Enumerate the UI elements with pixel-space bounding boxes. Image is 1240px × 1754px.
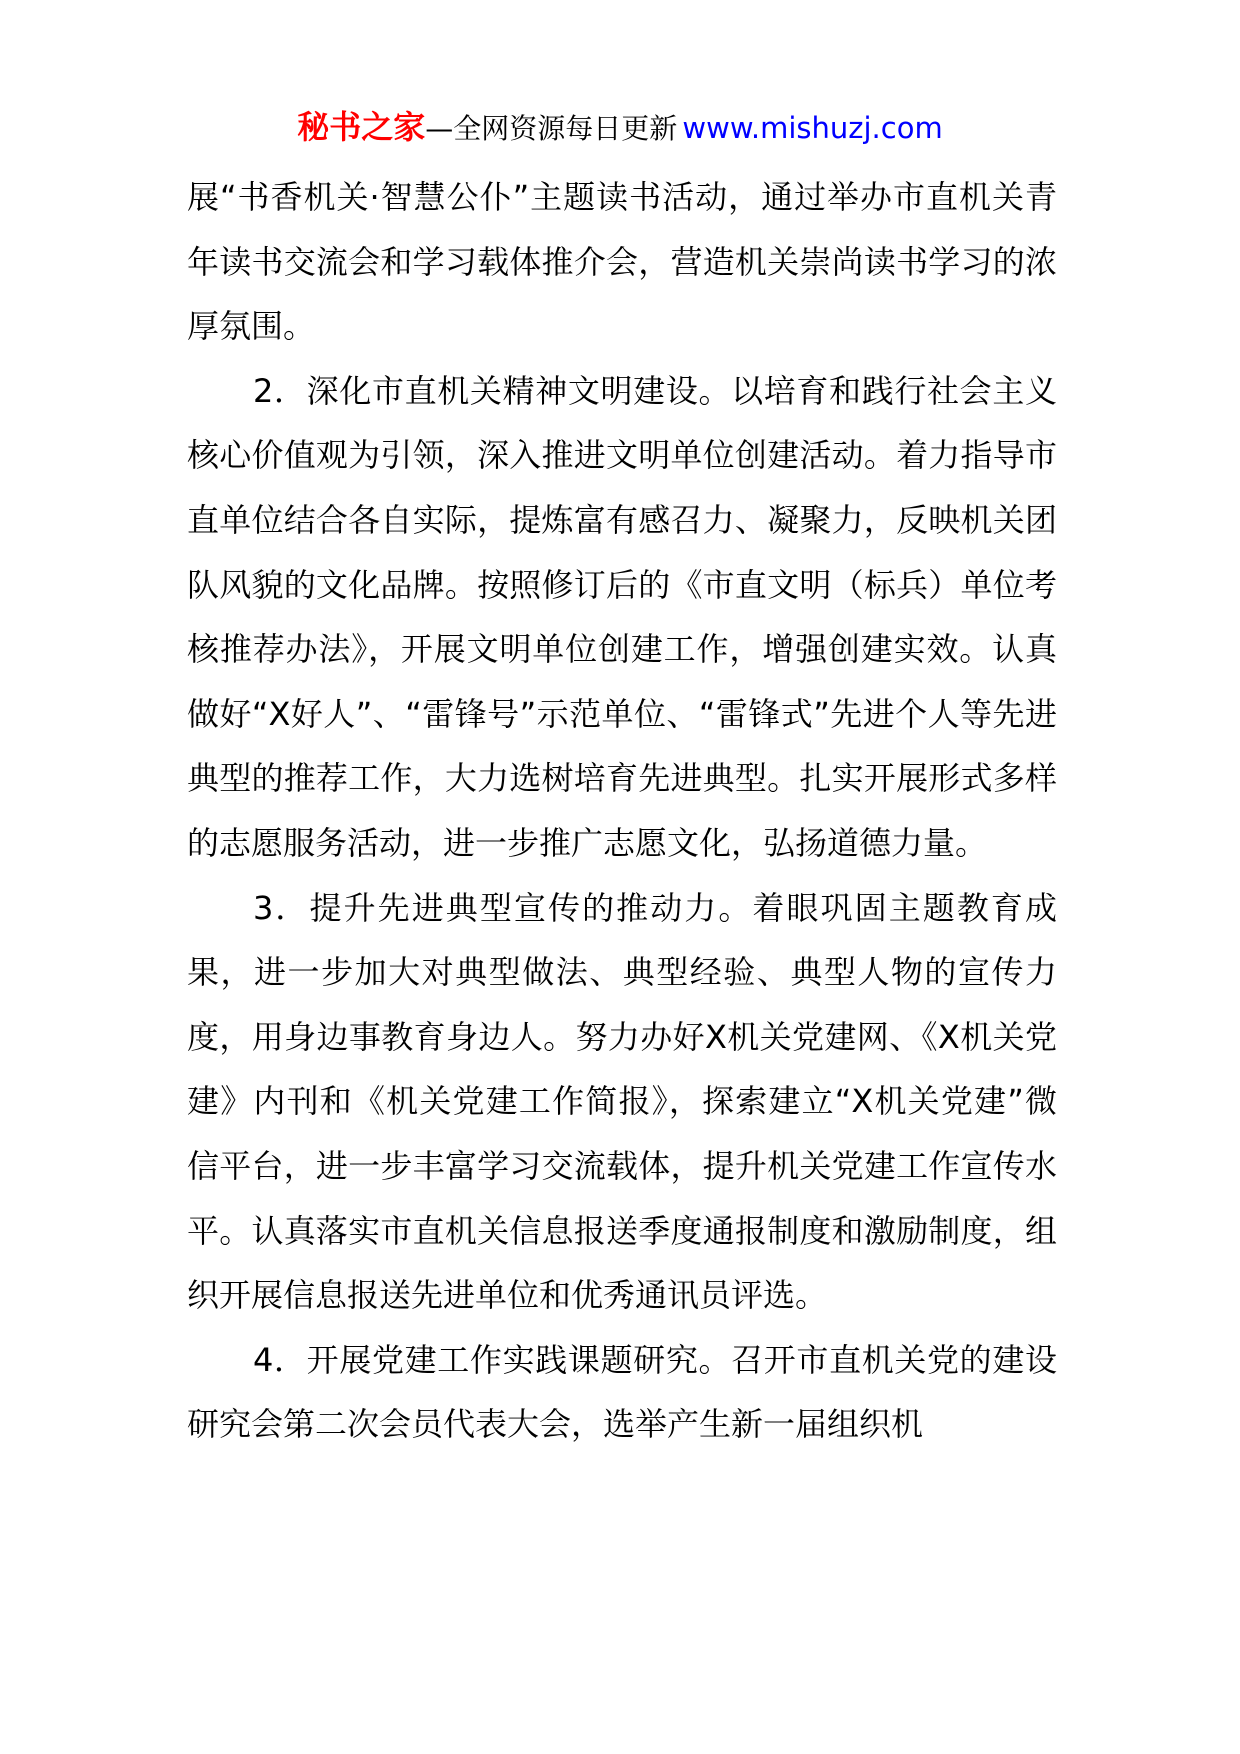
paragraph-continuation: 展“书香机关·智慧公仆”主题读书活动，通过举办市直机关青年读书交流会和学习载体推介会，营造机关崇尚读书学习的浓厚氛围。 [187, 178, 1057, 346]
header-brand: 秘书之家 [297, 108, 426, 146]
header-tagline: —全网资源每日更新 [425, 112, 678, 145]
paragraph-item-2: 2．深化市直机关精神文明建设。以培育和践行社会主义核心价值观为引领，深入推进文明单位创建活动。着力指导市直单位结合各自实际，提炼富有感召力、凝聚力，反映机关团队风貌的文化品牌。按照修订后的《市直文明（标兵）单位考核推荐办法》，开展文明单位创建工作，增强创建实效。认真做好“X好人”、“雷锋号”示范单位、“雷锋式”先进个人等先进典型的推荐工作，大力选树培育先进典型。扎实开展形式多样的志愿服务活动，进一步推广志愿文化，弘扬道德力量。 [187, 371, 1057, 862]
paragraph-item-4: 4．开展党建工作实践课题研究。召开市直机关党的建设研究会第二次会员代表大会，选举产生新一届组织机 [187, 1340, 1057, 1444]
page-header [0, 102, 1240, 150]
paragraph-item-3: 3．提升先进典型宣传的推动力。着眼巩固主题教育成果，进一步加大对典型做法、典型经验、典型人物的宣传力度，用身边事教育身边人。努力办好X机关党建网、《X机关党建》内刊和《机关党建工作简报》，探索建立“X机关党建”微信平台，进一步丰富学习交流载体，提升机关党建工作宣传水平。认真落实市直机关信息报送季度通报制度和激励制度，组织开展信息报送先进单位和优秀通讯员评选。 [187, 888, 1057, 1315]
header-url-link[interactable]: www.mishuzj.com [682, 111, 943, 145]
document-body [187, 165, 1057, 1457]
